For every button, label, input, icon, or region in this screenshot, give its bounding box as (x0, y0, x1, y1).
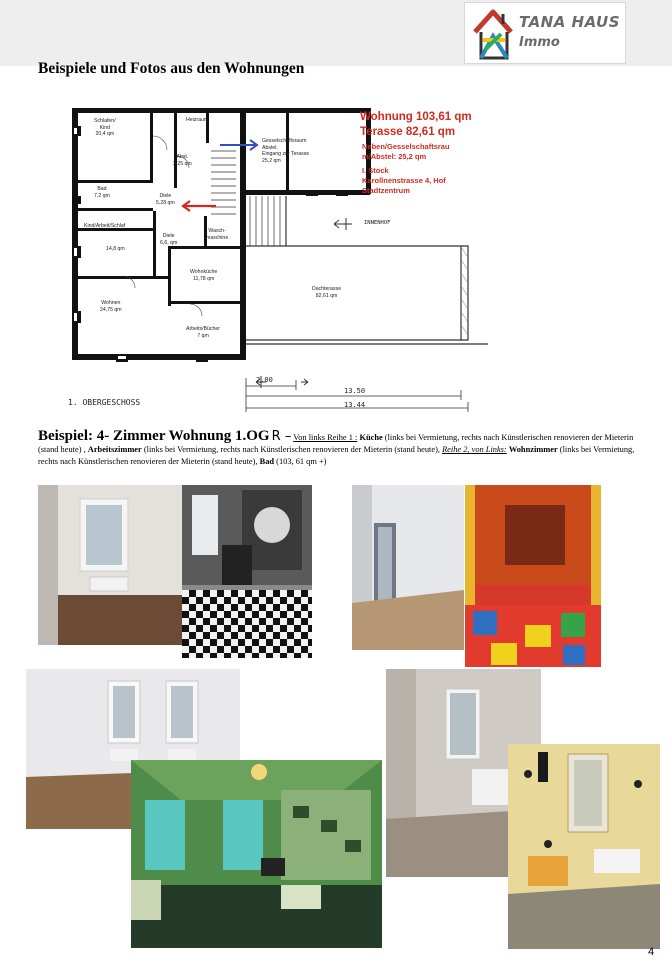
dimension-2: 13.50 (344, 387, 366, 395)
page-number: 4 (648, 946, 655, 958)
room-label-diele-2: Diele 6,6, qm (160, 233, 178, 246)
caption-r-symbol: R – (271, 429, 292, 444)
room-label-schlafen: Schlafen/ Kind 20,4 qm (94, 118, 116, 137)
caption-arbeitszimmer: Arbeitszimmer (87, 445, 142, 454)
room-label-arbeit-buecher: Arbeits/Bücher 7 qm (186, 326, 221, 339)
dimension-1: 2.00 (256, 376, 273, 384)
room-label-abstell: Abst. 3,25 qm (173, 154, 192, 167)
caption-text-2: (links bei Vermietung, rechts nach Künstlerischen renovieren der Mieterin (stand heute), (141, 445, 443, 454)
floor-label: 1. OBERGESCHOSS (68, 398, 141, 407)
room-label-dachterasse: Dachterasse 82,61 qm (312, 286, 342, 299)
info-terasse: Terasse 82,61 qm (360, 126, 456, 138)
room-label-gesellschaft: Gesselschaftsraum Abstel. Eingang zur Terasse 25,2 qm (262, 138, 310, 164)
caption-wohnzimmer: Wohnzimmer (508, 445, 558, 454)
photo-kitchen-after (182, 485, 312, 658)
room-label-kind-qm: 14,8 qm (106, 246, 125, 252)
page-title: Beispiele und Fotos aus den Wohnungen (38, 60, 305, 77)
info-wohnung: Wohnung 103,61 qm (360, 111, 472, 123)
room-label-diele-1: Diele 5,28 qm (156, 193, 175, 206)
room-label-waschmaschine: Wasch- maschine (206, 228, 229, 241)
caption-text-1: (links bei Vermietung, rechts nach Künstlerischen renovieren der Mieterin (stand heute) , (38, 433, 634, 454)
caption-reihe-2: Reihe 2, von Links: (442, 445, 507, 454)
caption-heading: Beispiel: 4- Zimmer Wohnung 1.OG (38, 428, 270, 444)
logo-text: TANA HAUS (519, 13, 621, 31)
house-logo-icon (471, 6, 517, 62)
caption-kueche: Küche (359, 433, 383, 442)
photo-study-after (465, 485, 601, 667)
room-label-kind-arbeit: Kind/Arbeit/Schlaf (84, 223, 126, 229)
info-neben: Neben/Gesselschaftsrau (362, 142, 450, 151)
info-zentrum: Stadtzentrum (362, 186, 410, 195)
info-abstel: m/Abstel: 25,2 qm (362, 152, 427, 161)
info-stock: I. Stock (362, 166, 389, 175)
label-innenhof: INNENHOF (364, 220, 391, 226)
company-logo (464, 2, 626, 64)
photo-bath-after (508, 744, 660, 949)
caption-text-4: (103, 61 qm +) (274, 457, 327, 466)
caption-bad: Bad (259, 457, 275, 466)
floor-plan (56, 96, 496, 418)
photo-study-before (352, 485, 464, 650)
caption-reihe-1: Von links Reihe 1 : (293, 433, 358, 442)
caption (38, 430, 650, 468)
dimension-3: 13.44 (344, 401, 366, 409)
room-label-wohnkueche: Wohnküche 11,78 qm (190, 269, 218, 282)
photo-kitchen-before (38, 485, 184, 645)
room-label-heizraum: Heizraum (186, 117, 209, 123)
photo-living-after (131, 760, 382, 948)
logo-subtext: Immo (519, 35, 560, 50)
info-strasse: Karollnenstrasse 4, Hof (362, 176, 446, 185)
room-label-bad: Bad 7,2 qm (94, 186, 110, 199)
caption-text-3: (links bei Vermietung, rechts nach Künstlerischen renovieren der Mieterin (stand heute), (38, 445, 635, 466)
room-label-wohnen: Wohnen 24,75 qm (100, 300, 122, 313)
